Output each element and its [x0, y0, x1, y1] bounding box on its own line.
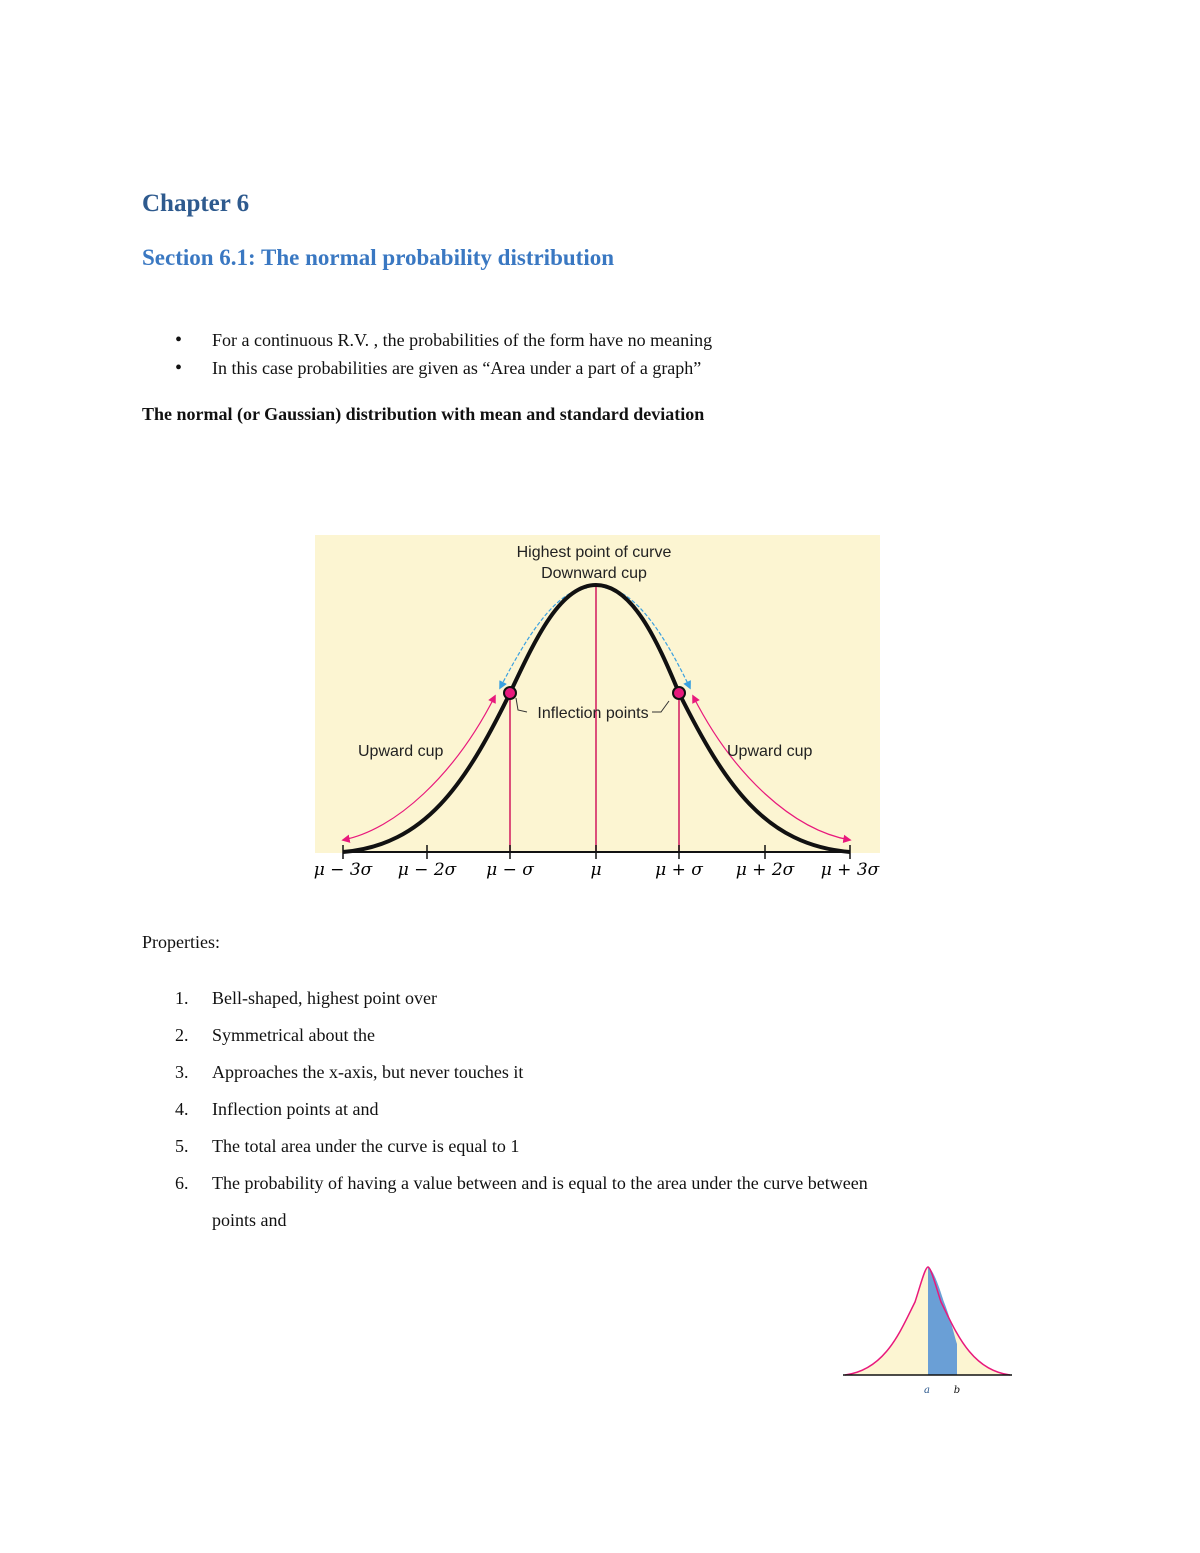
figure-background [315, 535, 880, 853]
list-text: Approaches the x-axis, but never touches it [212, 1062, 524, 1082]
list-text: Inflection points at and [212, 1099, 379, 1119]
x-tick-label: μ − 2σ [397, 860, 457, 880]
x-tick-label: μ [590, 860, 602, 880]
bullet-item: • For a continuous R.V. , the probabilities of the form have no meaning [175, 326, 712, 354]
list-number: 1. [175, 988, 189, 1008]
list-text: Bell-shaped, highest point over [212, 988, 437, 1008]
x-tick-label: μ − 3σ [313, 860, 373, 880]
list-item [175, 1165, 868, 1239]
shaded-region [928, 1267, 957, 1375]
list-number: 3. [175, 1062, 189, 1082]
list-text: The probability of having a value between and is equal to the area under the curve between [212, 1173, 868, 1193]
highest-point-label: Highest point of curve [516, 544, 672, 561]
list-text: The total area under the curve is equal to 1 [212, 1136, 520, 1156]
properties-list [175, 980, 868, 1239]
area-fill [845, 1267, 1010, 1375]
chapter-title: Chapter 6 [142, 190, 250, 217]
inflection-points-label: Inflection points [537, 705, 649, 722]
label-a: a [924, 1385, 930, 1396]
x-tick-label: μ + 2σ [735, 860, 795, 880]
upward-cup-left-label: Upward cup [358, 743, 444, 760]
x-tick-label: μ − σ [486, 860, 534, 880]
upward-cup-right-label: Upward cup [727, 743, 813, 760]
list-item [175, 1128, 868, 1165]
x-tick-label: μ + 3σ [820, 860, 880, 880]
list-text-continuation: points and [212, 1210, 287, 1230]
properties-label: Properties: [142, 932, 220, 952]
bullet-list [175, 326, 712, 382]
label-b: b [953, 1385, 961, 1396]
normal-curve-figure [305, 530, 885, 885]
list-number: 6. [175, 1173, 189, 1193]
list-number: 2. [175, 1025, 189, 1045]
inflection-point-right [673, 687, 685, 699]
downward-cup-label: Downward cup [541, 565, 647, 582]
section-title: Section 6.1: The normal probability distribution [142, 245, 614, 270]
distribution-heading: The normal (or Gaussian) distribution with mean and standard deviation [142, 404, 705, 424]
list-number: 4. [175, 1099, 189, 1119]
inflection-point-left [504, 687, 516, 699]
bullet-item: • In this case probabilities are given as “Area under a part of a graph” [175, 354, 712, 382]
area-between-figure [840, 1262, 1015, 1402]
list-item [175, 1017, 868, 1054]
list-item [175, 1091, 868, 1128]
list-item [175, 980, 868, 1017]
list-number: 5. [175, 1136, 189, 1156]
list-text: Symmetrical about the [212, 1025, 375, 1045]
x-tick-label: μ + σ [655, 860, 703, 880]
list-item [175, 1054, 868, 1091]
